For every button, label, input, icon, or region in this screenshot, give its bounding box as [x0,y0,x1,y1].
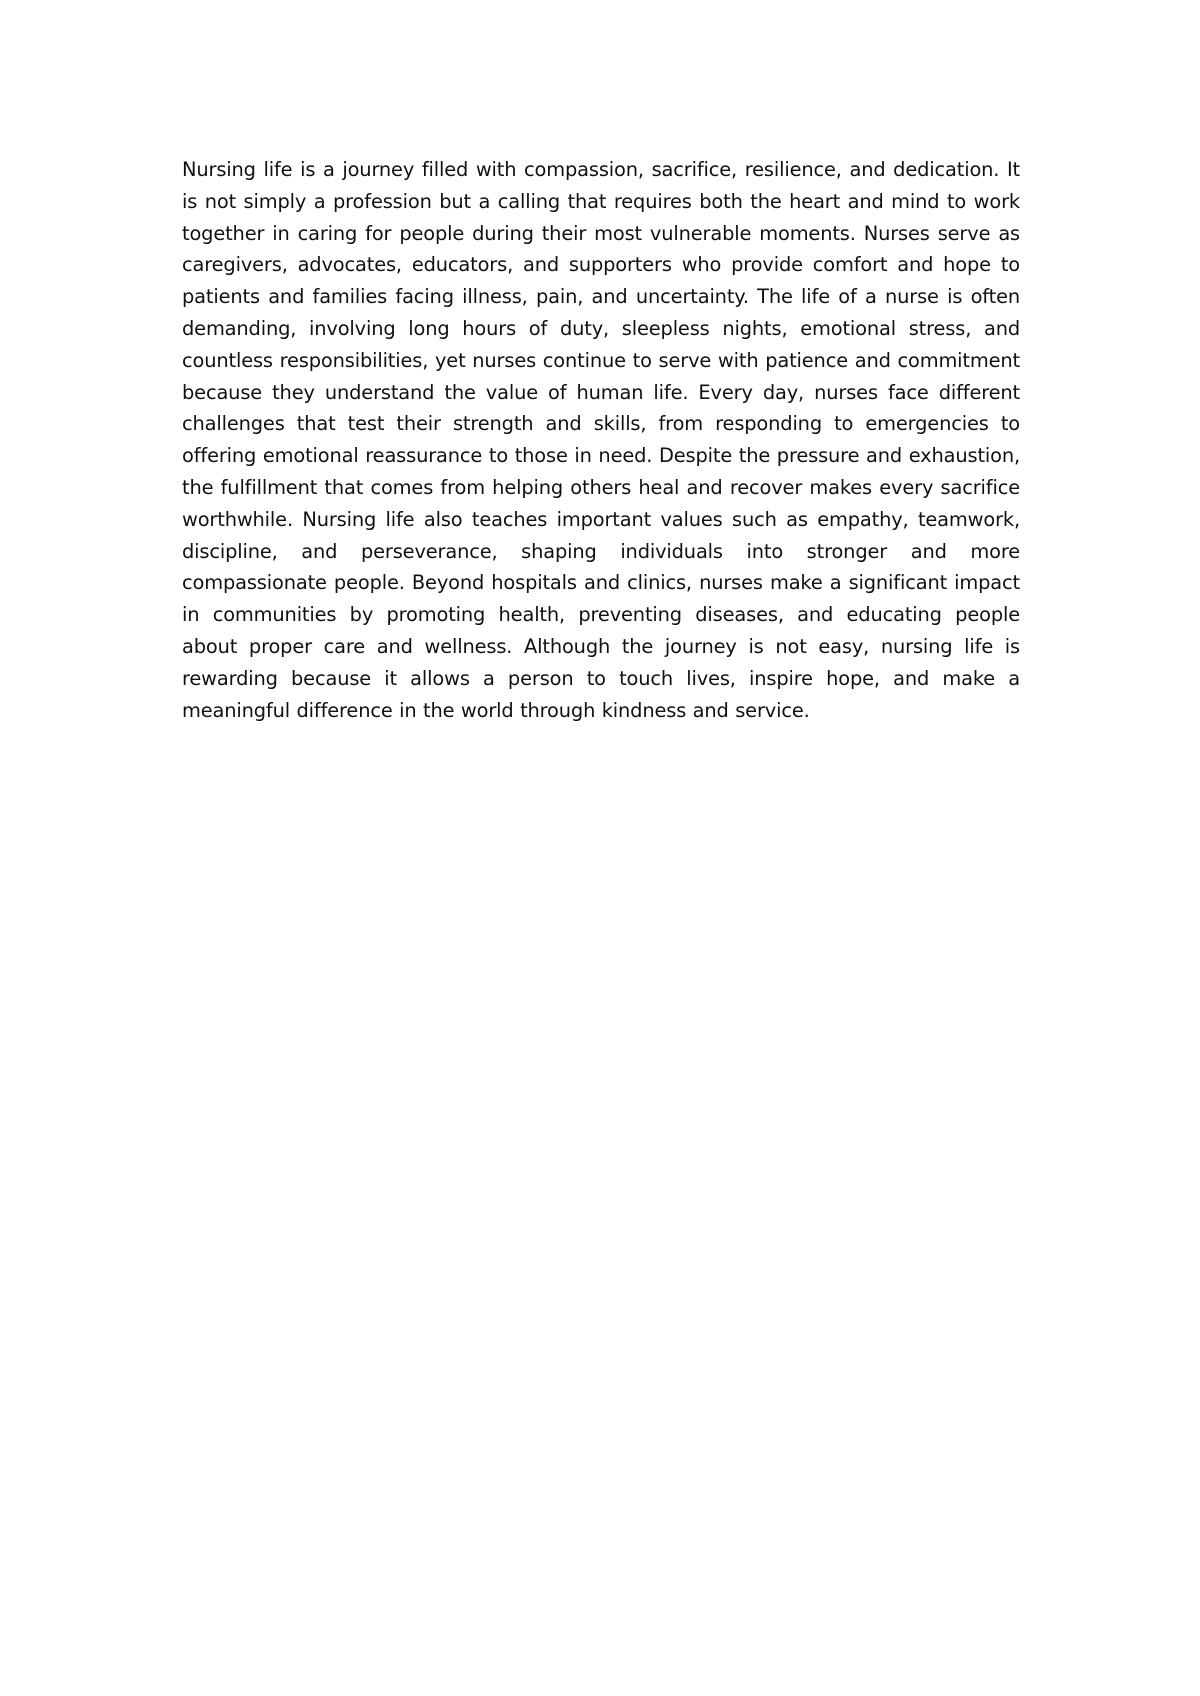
body-paragraph: Nursing life is a journey filled with compassion, sacrifice, resilience, and dedication. It is not simply a profession but a calling that requires both the heart and mind to work together in caring for people during their most vulnerable moments. Nurses serve as caregivers, advocates, educators, and supporters who provide comfort and hope to patients and families facing illness, pain, and uncertainty. The life of a nurse is often demanding, involving long hours of duty, sleepless nights, emotional stress, and countless responsibilities, yet nurses continue to serve with patience and commitment because they understand the value of human life. Every day, nurses face different challenges that test their strength and skills, from responding to emergencies to offering emotional reassurance to those in need. Despite the pressure and exhaustion, the fulfillment that comes from helping others heal and recover makes every sacrifice worthwhile. Nursing life also teaches important values such as empathy, teamwork, discipline, and perseverance, shaping individuals into stronger and more compassionate people. Beyond hospitals and clinics, nurses make a significant impact in communities by promoting health, preventing diseases, and educating people about proper care and wellness. Although the journey is not easy, nursing life is rewarding because it allows a person to touch lives, inspire hope, and make a meaningful difference in the world through kindness and service. [182,158,1020,722]
